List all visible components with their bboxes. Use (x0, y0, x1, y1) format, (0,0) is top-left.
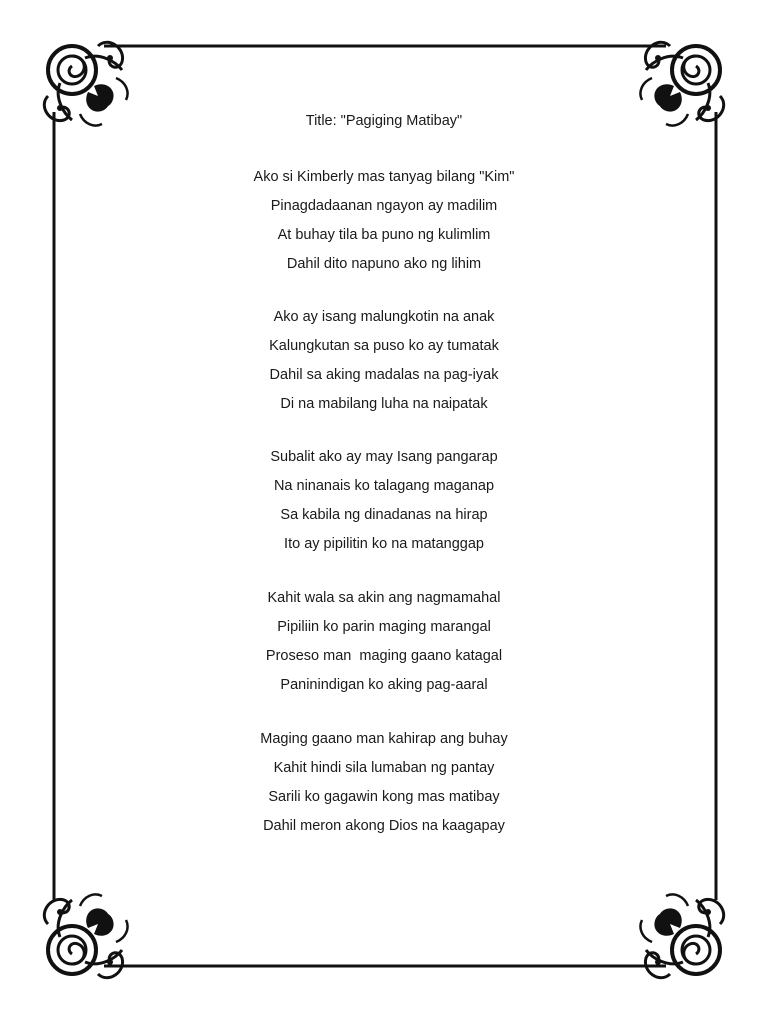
stanza-4 (0, 584, 768, 700)
poem-line: Proseso man maging gaano katagal (265, 648, 503, 664)
poem-line: Maging gaano man kahirap ang buhay (260, 731, 508, 747)
poem-title: Title: "Pagiging Matibay" (305, 113, 463, 129)
stanza-5 (0, 725, 768, 841)
stanza-2 (0, 303, 768, 419)
stanza-1 (0, 163, 768, 279)
poem-line: Pipiliin ko parin maging marangal (277, 619, 491, 635)
poem-line: Kahit wala sa akin ang nagmamahal (267, 590, 501, 606)
poem-line: Na ninanais ko talagang maganap (273, 478, 495, 494)
poem-line: Kalungkutan sa puso ko ay tumatak (269, 338, 499, 354)
poem-line: Di na mabilang luha na naipatak (280, 396, 488, 412)
poem-line: Pinagdadaanan ngayon ay madilim (270, 198, 498, 214)
poem-line: Sa kabila ng dinadanas na hirap (280, 507, 488, 523)
poem-line: Dahil dito napuno ako ng lihim (286, 256, 482, 272)
poem-line: Dahil sa aking madalas na pag-iyak (269, 367, 499, 383)
poem-line: Ito ay pipilitin ko na matanggap (284, 536, 484, 552)
stanza-3 (0, 443, 768, 559)
poem-line: Ako si Kimberly mas tanyag bilang "Kim" (253, 169, 515, 185)
poem-line: At buhay tila ba puno ng kulimlim (277, 227, 491, 243)
poem-line: Ako ay isang malungkotin na anak (273, 309, 495, 325)
poem-line: Kahit hindi sila lumaban ng pantay (273, 760, 495, 776)
poem-line: Subalit ako ay may Isang pangarap (270, 449, 498, 465)
poem-line: Dahil meron akong Dios na kaagapay (263, 818, 505, 834)
poem-line: Sarili ko gagawin kong mas matibay (268, 789, 500, 805)
poem-line: Paninindigan ko aking pag-aaral (280, 677, 488, 693)
